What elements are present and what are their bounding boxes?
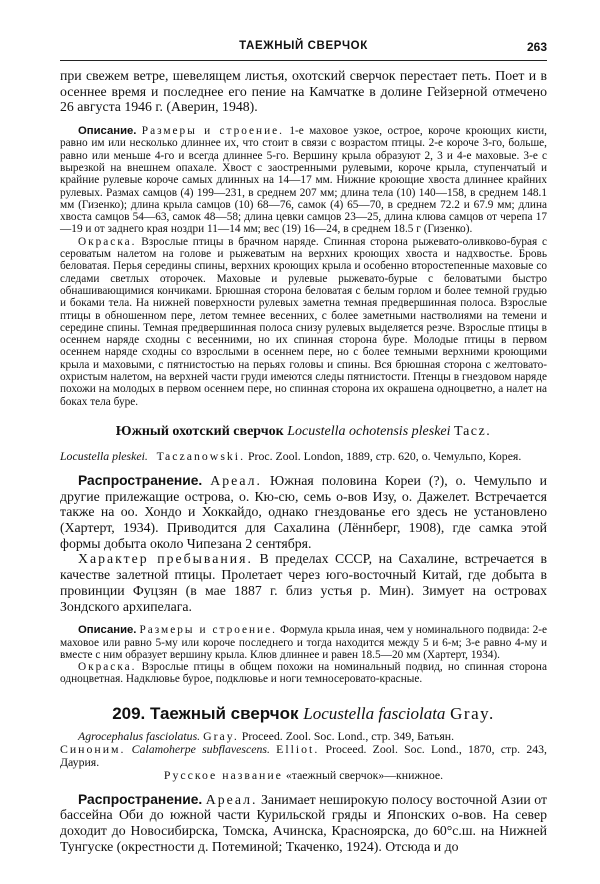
synonym2-latin: Calamoherpe subflavescens. (131, 741, 270, 756)
size-structure-label: Размеры и строение. (141, 125, 284, 138)
synonym1-author: Gray. (203, 728, 239, 743)
species-distribution (60, 792, 547, 855)
synonym-latin: Locustella pleskei. (60, 448, 148, 463)
distribution-text: Южная половина Кореи (?), о. Чемульпо и другие прилежащие острова, о. Кю-сю, семь о-вов Изу, о. Дажелет. Встречается также на оо. Хондо и Хоккайдо, однако гнездованье его здесь не установлено (Хартерт, 1934). Приводится для Сахалина (Лённберг, 1908), где самка этой формы добыта около Чипезана 2 сентября. (60, 472, 547, 551)
synonym-author: Taczanowski. (156, 448, 246, 463)
russian-name-label: Русское название (163, 767, 283, 782)
stay-text: В пределах СССР, на Сахалине, встречается в качестве залетной птицы. Пролетает через юго-восточный Китай, где добыта в провинции Фуцзян (в мае 1887 г. близ устья р. Мин). Зимует на островах Зондского архипелага. (60, 551, 547, 614)
size-structure-label-2: Размеры и строение. (139, 624, 277, 637)
species-name-latin: Locustella fasciolata (303, 703, 446, 723)
description-paragraph-1 (60, 125, 547, 236)
synonym2-label: Синоним. (60, 741, 126, 756)
subspecies-distribution (60, 473, 547, 552)
description-text-2: Формула крыла иная, чем у номинального подвида: 2-е маховое или равно 5-му или короче последнего и тогда находится между 5 и 6-м; 3-е равно 4-му и вместе с ним образует вершину крыла. Клюв длиннее и равен 18.5—20 мм (Хартерт, 1934). (60, 624, 548, 661)
range-label: Ареал. (210, 472, 262, 488)
continued-paragraph: при свежем ветре, шевелящем листья, охотский сверчок перестает петь. Поет и в осеннее время и последнее его пение на Камчатке в долине Гейзерной отмечено 26 августа 1946 г. (Аверин, 1948). (60, 68, 547, 115)
subspecies-name-latin: Locustella ochotensis pleskei (287, 423, 451, 439)
description-label: Описание. (78, 125, 137, 138)
species-synonym-2 (60, 743, 547, 769)
coloration-paragraph-1 (60, 236, 547, 408)
description-text: 1-е маховое узкое, острое, короче кроющих кисти, равно им или несколько длиннее их, что стоит в связи с возрастом птицы. 2-е короче 3-го, больше, равно или меньше 4-го и всегда длиннее 5-го. Вершину крыла образуют 2, 3 и 4-е маховые. 3-е с вырезкой на внешнем опахале. Хвост с заостренными рулевыми, короче крыла, ступенчатый и крайние рулевые короче самых длинных на 14—17 мм. Нижние кроющие хвоста длиннее крайних рулевых. Размах самцов (4) 199—231, в среднем 207 мм; длина тела (10) 140—158, в среднем 148.1 мм (Гизенко); длина крыла самцов (10) 68—76, самок (4) 65—70, в среднем 72.2 и 67.9 мм; длина хвоста самцов 54—63, самок 48—58; длина цевки самцов 23—25, длина клюва самцов от черепа 17—19 и от заднего края ноздри 11—14 мм; вес (19) 16—24, в среднем 18.5 г (Гизенко). (60, 125, 547, 236)
species-name-ru: Таежный сверчок (150, 703, 299, 723)
page-number: 263 (526, 40, 547, 54)
russian-name-text: «таежный сверчок»—книжное. (285, 767, 444, 782)
stay-label: Характер пребывания. (78, 551, 253, 567)
coloration-label: Окраска. (78, 235, 137, 248)
subspecies-author: Tacz. (454, 423, 492, 439)
running-head: ТАЕЖНЫЙ СВЕРЧОК (239, 40, 368, 52)
subspecies-heading (60, 424, 547, 440)
coloration-text: Взрослые птицы в брачном наряде. Спинная сторона рыжевато-оливково-бурая с сероватым налетом на голове и рыжеватым на верхних кроющих хвоста и надхвостье. Бровь беловатая. Перья середины спины, верхних кроющих крыла и особенно второстепенные маховые со следами светлых оторочек. Маховые и рулевые рыжевато-бурые с беловатыми быстро обнашивающимися кончиками. Брюшная сторона беловатая с белым горлом и более темной грудью и боками тела. На нижней поверхности рулевых заметна темная предвершинная полоса. Взрослые птицы в обношенном пере, летом темнее весенних, с более заметными настволиями на темени и середине спины. Темная предвершинная полоса снизу рулевых выделяется резче. Взрослые птицы в осеннем наряде сходны с весенними, но их спинная сторона буре. Молодые птицы в первом осеннем наряде сходны со взрослыми в осеннем пере, но с более темными верхними кроющими крыла и маховыми, с пятнистостью на перьях головы и спины. Вся брюшная сторона с желтовато-охристым налетом, на верхней части груди имеются следы пятнистости. Птенцы в гнездовом наряде похожи на молодых в первом осеннем пере, но спинная сторона их окрашена одноцветно, а налет на боках тела буре. (60, 235, 547, 408)
synonym1-latin: Agrocephalus fasciolatus. (78, 728, 201, 743)
distribution-text-2: Занимает неширокую полосу восточной Азии от бассейна Оби до южной части Курильской гряды и Японских о-вов. На север доходит до Новосибирска, Томска, Ачинска, Красноярска, до 60°с.ш. на Нижней Тунгуске (окрестности д. Потеминой; Ткаченко, 1924). Отсюда и до (60, 791, 548, 854)
subspecies-synonym (60, 450, 547, 463)
species-number: 209. (112, 703, 146, 723)
range-label-2: Ареал. (205, 791, 258, 807)
species-author: Gray. (450, 703, 495, 723)
subspecies-stay (60, 551, 547, 614)
subspecies-name-ru: Южный охотский сверчок (115, 423, 284, 439)
distribution-label: Распространение. (78, 472, 203, 488)
synonym2-author: Elliot. (276, 741, 320, 756)
synonym2-reference: Proceed. Zool. Soc. Lond., 1870, стр. 243, Даурия. (60, 741, 547, 769)
distribution-label-2: Распространение. (78, 791, 203, 807)
description-label-2: Описание. (78, 624, 137, 637)
species-heading (60, 704, 547, 724)
synonym-reference: Proc. Zool. London, 1889, стр. 620, о. Чемульпо, Корея. (247, 448, 522, 463)
coloration-text-2: Взрослые птицы в общем похожи на номинальный подвид, но спинная сторона одноцветная. Надклювье бурое, подклювье и ноги темносеровато-красные. (60, 661, 547, 686)
coloration-paragraph-2 (60, 661, 547, 686)
coloration-label-2: Окраска. (78, 661, 137, 674)
page-header (60, 40, 547, 61)
description-paragraph-2 (60, 624, 547, 661)
page-body (60, 68, 547, 855)
russian-name-line (60, 769, 547, 782)
synonym1-reference: Proceed. Zool. Soc. Lond., стр. 349, Батьян. (241, 728, 455, 743)
